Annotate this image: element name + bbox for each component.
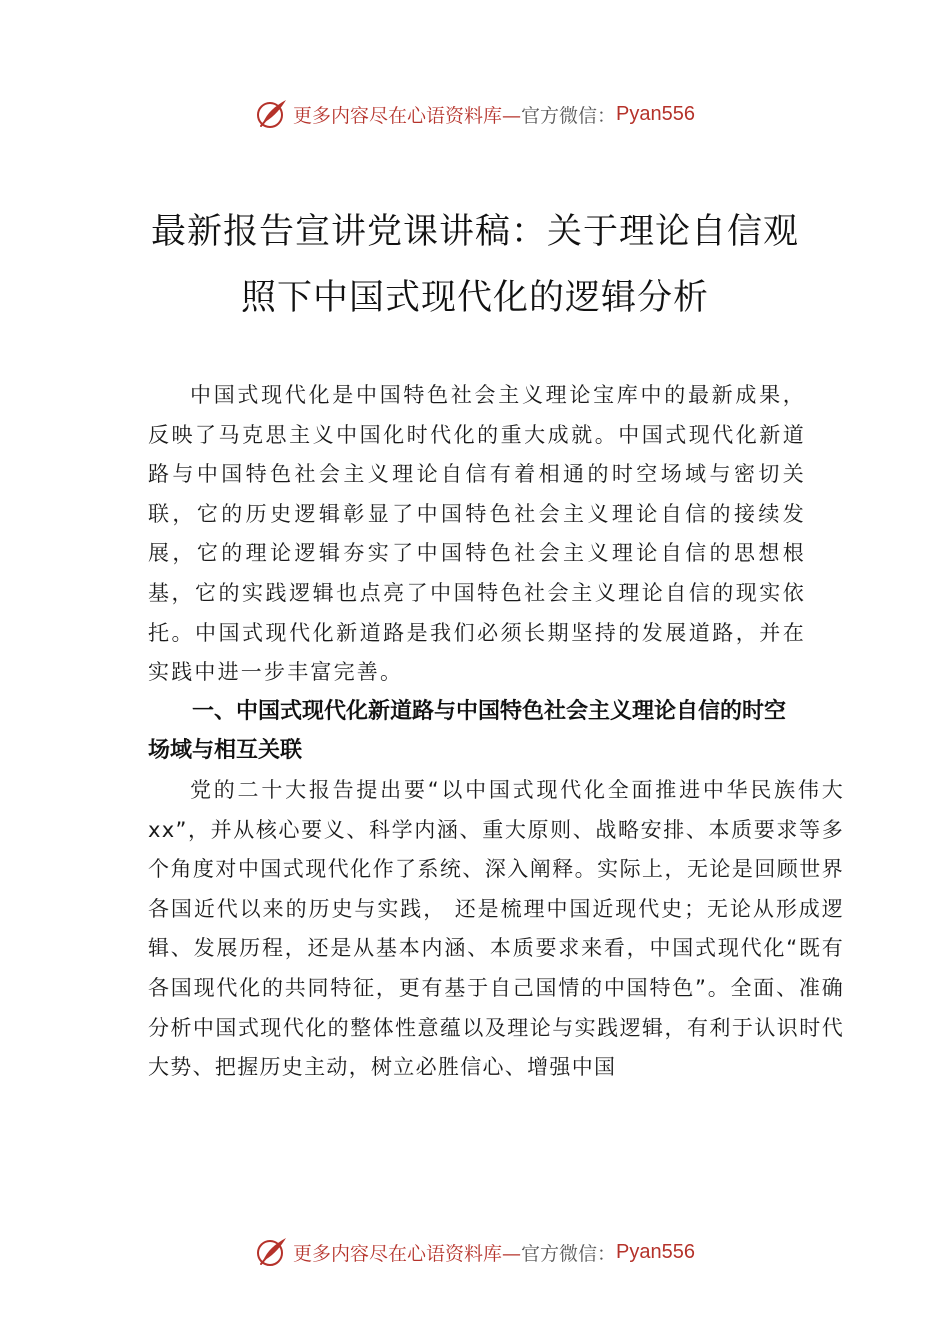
document-title-line-1: 最新报告宣讲党课讲稿：关于理论自信观 [150, 212, 799, 252]
promo-text: 更多内容尽在心语资料库— [293, 104, 522, 127]
document-title-line-2: 照下中国式现代化的逻辑分析 [240, 278, 709, 318]
wechat-id: Pyan556 [616, 1240, 695, 1263]
intro-paragraph: 中国式现代化是中国特色社会主义理论宝库中的最新成果，反映了马克思主义中国化时代化的重大成就。中国式现代化新道路与中国特色社会主义理论自信有着相通的时空场域与密切关联，它的历史逻辑彰显了中国特色社会主义理论自信的接续发展，它的理论逻辑夯实了中国特色社会主义理论自信的思想根基，它的实践逻辑也点亮了中国特色社会主义理论自信的现实依托。中国式现代化新道路是我们必须长期坚持的发展道路，并在实践中进一步丰富完善。 [148, 383, 806, 685]
quill-pen-logo-icon [255, 1235, 289, 1269]
footer-banner [0, 1230, 950, 1274]
wechat-label: 官方微信： [521, 104, 617, 127]
quill-pen-logo-icon [255, 97, 289, 131]
body-paragraph: 党的二十大报告提出要“以中国式现代化全面推进中华民族伟大 xx”，并从核心要义、科学内涵、重大原则、战略安排、本质要求等多个角度对中国式现代化作了系统、深入阐释。实际上，无论是回顾世界各国近代以来的历史与实践， 还是梳理中国近现代史；无论从形成逻辑、发展历程，还是从基本内涵、本质要求来看，中国式现代化“既有各国现代化的共同特征，更有基于自己国情的中国特色”。全面、准确分析中国式现代化的整体性意蕴以及理论与实践逻辑，有利于认识时代大势、把握历史主动，树立必胜信心、增强中国 [148, 778, 844, 1080]
header-banner [0, 92, 950, 136]
wechat-id: Pyan556 [616, 102, 695, 125]
section-heading: 一、中国式现代化新道路与中国特色社会主义理论自信的时空场域与相互关联 [148, 699, 787, 763]
wechat-label: 官方微信： [521, 1242, 617, 1265]
promo-text: 更多内容尽在心语资料库— [293, 1242, 522, 1265]
